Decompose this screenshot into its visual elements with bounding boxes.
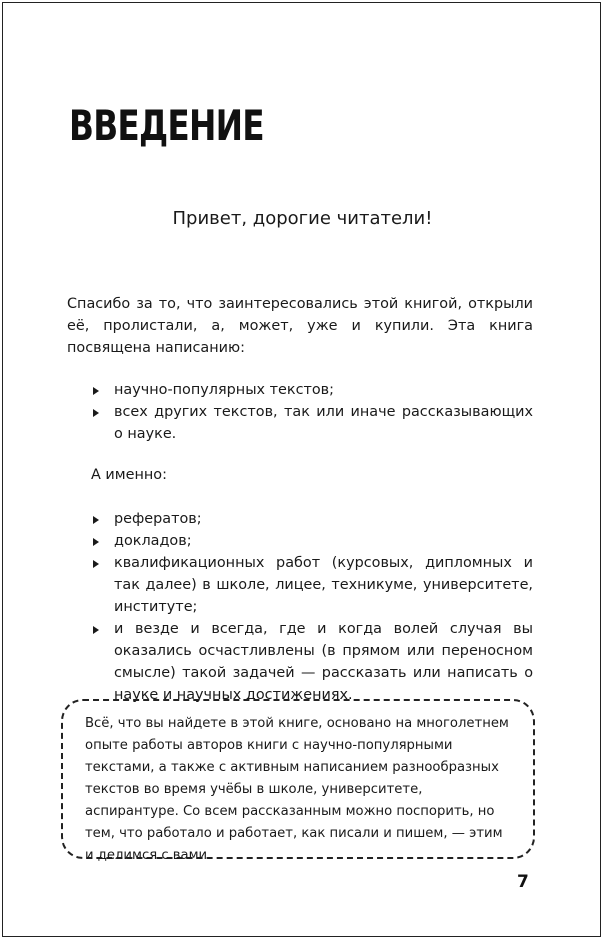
- list-item: [91, 379, 533, 401]
- callout-box: [61, 699, 535, 863]
- chapter-title: ВВЕДЕНИЕ: [69, 101, 264, 150]
- list-item: [91, 401, 533, 445]
- triangle-bullet-icon: [93, 626, 99, 634]
- book-page: [2, 2, 601, 937]
- list-item-text: и везде и всегда, где и когда волей случая вы оказались осчастливлены (в прямом или переносном смысле) такой задачей — рассказать или написать о науке и научных достижениях.: [114, 621, 533, 703]
- list-item-text: квалификационных работ (курсовых, дипломных и так далее) в школе, лицее, техникуме, университете, институте;: [114, 555, 533, 615]
- intro-paragraph: Спасибо за то, что заинтересовались этой книгой, открыли её, пролистали, а, может, уже и купили. Эта книга посвящена написанию:: [67, 296, 533, 356]
- list-item-text: всех других текстов, так или иначе рассказывающих о науке.: [114, 404, 533, 442]
- namely-paragraph: А именно:: [91, 467, 167, 483]
- greeting-heading: Привет, дорогие читатели!: [172, 208, 433, 229]
- triangle-bullet-icon: [93, 409, 99, 417]
- triangle-bullet-icon: [93, 538, 99, 546]
- triangle-bullet-icon: [93, 560, 99, 568]
- topics-list: [91, 379, 533, 445]
- list-item: [91, 552, 533, 618]
- list-item-text: докладов;: [114, 533, 192, 549]
- list-item-text: рефератов;: [114, 511, 202, 527]
- list-item-text: научно-популярных текстов;: [114, 382, 334, 398]
- page-number: 7: [517, 872, 529, 892]
- triangle-bullet-icon: [93, 516, 99, 524]
- list-item: [91, 618, 533, 706]
- callout-text: Всё, что вы найдете в этой книге, основано на многолетнем опыте работы авторов книги с научно-популярными текстами, а также с активным написанием разнообразных текстов во время учёбы в школе, университете, аспирантуре. Со всем рассказанным можно поспорить, но тем, что работало и работает, как писали и пишем, — этим и делимся с вами.: [85, 716, 509, 863]
- list-item: [91, 530, 533, 552]
- triangle-bullet-icon: [93, 387, 99, 395]
- list-item: [91, 508, 533, 530]
- work-types-list: [91, 508, 533, 706]
